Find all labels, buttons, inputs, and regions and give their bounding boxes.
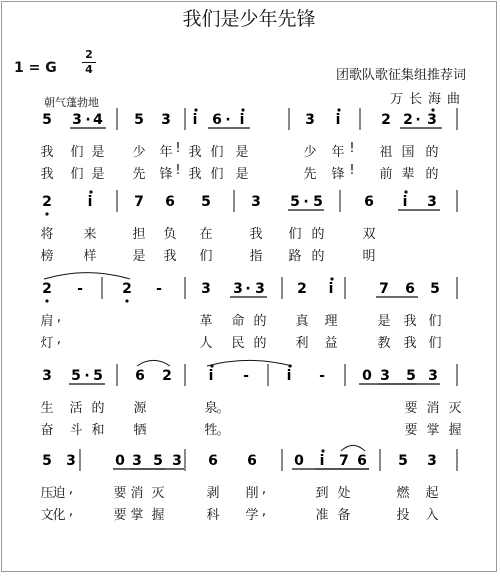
note: 2 — [42, 194, 52, 210]
note: - — [319, 368, 325, 384]
lyric-char: 灯 — [40, 336, 54, 351]
note: 6 — [405, 281, 415, 297]
lyric-char: 要 — [113, 486, 127, 501]
lyric-char: , — [68, 482, 74, 497]
lyric-char: 泉 — [204, 401, 218, 416]
note: i — [239, 112, 245, 128]
lyric-char: 来 — [83, 227, 97, 242]
octave-dot-low — [45, 299, 48, 302]
lyric-char: 是 — [235, 167, 249, 182]
lyric-char: 斗 — [69, 423, 83, 438]
lyric-char: 革 — [199, 314, 213, 329]
note: 2 — [122, 281, 132, 297]
lyric-char: 牺 — [133, 423, 147, 438]
note: · — [85, 112, 91, 128]
lyric-char: 前 — [379, 167, 393, 182]
note: · — [303, 194, 309, 210]
octave-dot-high — [194, 108, 197, 111]
lyric-char: 要 — [404, 401, 418, 416]
note: 5 — [42, 453, 52, 469]
tempo-marking: 朝气蓬勃地 — [44, 96, 99, 109]
lyric-char: 到 — [315, 486, 329, 501]
lyric-char: 明 — [362, 249, 376, 264]
lyric-char: 指 — [249, 249, 263, 264]
lyric-char: 化 — [52, 508, 66, 523]
note: 6 — [208, 453, 218, 469]
notation-line — [2, 354, 496, 394]
note: 5 — [201, 194, 211, 210]
lyric-char: 我 — [188, 167, 202, 182]
note: 6 — [135, 368, 145, 384]
lyric-char: 的 — [253, 336, 267, 351]
lyric-char: 担 — [132, 227, 146, 242]
lyric-char: 少 — [303, 145, 317, 160]
octave-dot-low — [45, 212, 48, 215]
slur — [207, 360, 292, 366]
lyric-char: 握 — [448, 423, 462, 438]
lyric-char: 民 — [231, 336, 245, 351]
lyric-char: , — [261, 482, 267, 497]
lyric-char: 灭 — [151, 486, 165, 501]
lyric-char: 我 — [403, 314, 417, 329]
note: 6 — [364, 194, 374, 210]
lyric-char: 。 — [216, 401, 230, 416]
song-title: 我们是少年先锋 — [182, 8, 316, 30]
lyric-char: ! — [175, 163, 181, 178]
lyric-char: 益 — [324, 336, 338, 351]
note: 2 — [381, 112, 391, 128]
lyric-char: 起 — [425, 486, 439, 501]
time-signature-bottom: 4 — [85, 63, 93, 76]
time-signature-top: 2 — [85, 48, 93, 61]
lyric-char: 掌 — [426, 423, 440, 438]
lyric-char: 锋 — [159, 167, 173, 182]
lyric-char: 我 — [40, 167, 54, 182]
notation-line — [2, 98, 496, 138]
lyric-char: 要 — [113, 508, 127, 523]
lyric-char: ! — [349, 163, 355, 178]
note: 7 — [339, 453, 349, 469]
note: 3 — [72, 112, 82, 128]
note: 4 — [93, 112, 103, 128]
notation-line — [2, 439, 496, 479]
lyric-char: 年 — [159, 145, 173, 160]
lyric-char: 的 — [311, 227, 325, 242]
lyric-char: 先 — [132, 167, 146, 182]
note: 2 — [403, 112, 413, 128]
note: 3 — [132, 453, 142, 469]
lyric-char: 我 — [163, 249, 177, 264]
lyric-char: 年 — [331, 145, 345, 160]
lyric-char: 剥 — [206, 486, 220, 501]
lyric-char: 路 — [288, 249, 302, 264]
note: 6 — [247, 453, 257, 469]
lyric-char: , — [56, 332, 62, 347]
lyric-char: 教 — [377, 336, 391, 351]
lyric-char: 灭 — [448, 401, 462, 416]
lyric-char: 先 — [303, 167, 317, 182]
note: 5 — [398, 453, 408, 469]
note: 6 — [357, 453, 367, 469]
note: 3 — [427, 453, 437, 469]
lyric-char: 们 — [210, 167, 224, 182]
key-signature: 1 = G — [14, 60, 57, 76]
note: i — [328, 281, 334, 297]
lyric-char: 是 — [91, 145, 105, 160]
note: 0 — [362, 368, 372, 384]
lyric-char: 入 — [425, 508, 439, 523]
lyric-char: 的 — [91, 401, 105, 416]
lyric-char: 我 — [188, 145, 202, 160]
lyric-char: 的 — [425, 145, 439, 160]
lyric-char: 肩 — [40, 314, 54, 329]
note: · — [415, 112, 421, 128]
lyric-char: 准 — [315, 508, 329, 523]
score-row — [2, 439, 496, 529]
note: 7 — [134, 194, 144, 210]
lyric-char: 是 — [132, 249, 146, 264]
note: 5 — [406, 368, 416, 384]
octave-dot-high — [431, 108, 434, 111]
note: 5 — [153, 453, 163, 469]
lyric-char: 锋 — [331, 167, 345, 182]
note: i — [208, 368, 214, 384]
note: 3 — [251, 194, 261, 210]
lyric-char: 生 — [40, 401, 54, 416]
notation-line — [2, 267, 496, 307]
octave-dot-low — [125, 299, 128, 302]
note: · — [245, 281, 251, 297]
note: 3 — [233, 281, 243, 297]
lyric-char: 投 — [396, 508, 410, 523]
note: 5 — [290, 194, 300, 210]
lyric-char: 文 — [40, 508, 54, 523]
lyric-char: 是 — [235, 145, 249, 160]
note: 3 — [427, 112, 437, 128]
lyric-char: 处 — [337, 486, 351, 501]
time-signature — [82, 49, 96, 76]
note: · — [225, 112, 231, 128]
note: 6 — [165, 194, 175, 210]
note: 5 — [430, 281, 440, 297]
lyric-char: 在 — [199, 227, 213, 242]
lyric-char: 是 — [91, 167, 105, 182]
note: 3 — [427, 194, 437, 210]
lyric-char: 牲 — [204, 423, 218, 438]
note: - — [156, 281, 162, 297]
lyric-char: 少 — [132, 145, 146, 160]
note: 5 — [93, 368, 103, 384]
note: i — [87, 194, 93, 210]
score-sheet — [1, 1, 497, 572]
lyricist-credit: 团歌队歌征集组推荐词 — [335, 68, 466, 83]
octave-dot-high — [337, 108, 340, 111]
lyric-char: 的 — [253, 314, 267, 329]
lyric-char: 活 — [69, 401, 83, 416]
note: 0 — [294, 453, 304, 469]
lyric-char: 们 — [70, 145, 84, 160]
lyric-char: 是 — [377, 314, 391, 329]
lyric-char: 我 — [403, 336, 417, 351]
slur — [44, 273, 130, 279]
score-row — [2, 98, 496, 188]
note: - — [77, 281, 83, 297]
lyric-char: 奋 — [40, 423, 54, 438]
lyric-char: , — [56, 310, 62, 325]
lyric-char: 源 — [133, 401, 147, 416]
lyric-char: 们 — [70, 167, 84, 182]
note: i — [192, 112, 198, 128]
lyric-char: 们 — [428, 314, 442, 329]
note: i — [335, 112, 341, 128]
octave-dot-high — [241, 108, 244, 111]
score-row — [2, 180, 496, 270]
lyric-char: 国 — [401, 145, 415, 160]
lyric-char: 真 — [295, 314, 309, 329]
note: i — [402, 194, 408, 210]
lyric-char: 和 — [91, 423, 105, 438]
lyric-char: , — [68, 504, 74, 519]
slur — [137, 360, 170, 366]
lyric-char: 将 — [40, 227, 54, 242]
note: 3 — [66, 453, 76, 469]
note: i — [319, 453, 325, 469]
score-row — [2, 267, 496, 357]
lyric-char: 燃 — [396, 486, 410, 501]
octave-dot-high — [89, 190, 92, 193]
lyric-char: 。 — [216, 423, 230, 438]
note: i — [286, 368, 292, 384]
lyric-char: 的 — [425, 167, 439, 182]
lyric-char: 负 — [163, 227, 177, 242]
lyric-char: 人 — [199, 336, 213, 351]
note: 2 — [297, 281, 307, 297]
note: 3 — [380, 368, 390, 384]
note: - — [243, 368, 249, 384]
octave-dot-high — [404, 190, 407, 193]
lyric-char: 们 — [428, 336, 442, 351]
note: 6 — [212, 112, 222, 128]
note: 5 — [313, 194, 323, 210]
lyric-char: 压 — [40, 486, 54, 501]
note: 3 — [201, 281, 211, 297]
lyric-char: 握 — [151, 508, 165, 523]
lyric-char: 掌 — [130, 508, 144, 523]
lyric-char: 备 — [337, 508, 351, 523]
lyric-char: 榜 — [40, 249, 54, 264]
octave-dot-high — [330, 277, 333, 280]
lyric-char: 科 — [206, 508, 220, 523]
lyric-char: 消 — [130, 486, 144, 501]
note: 7 — [379, 281, 389, 297]
note: 2 — [162, 368, 172, 384]
lyric-char: 要 — [404, 423, 418, 438]
note: 3 — [428, 368, 438, 384]
lyric-char: 消 — [426, 401, 440, 416]
note: 3 — [305, 112, 315, 128]
note: 5 — [42, 112, 52, 128]
note: 3 — [161, 112, 171, 128]
note: 5 — [71, 368, 81, 384]
lyric-char: ! — [349, 141, 355, 156]
slur — [341, 445, 365, 451]
lyric-char: 我 — [249, 227, 263, 242]
note: 3 — [172, 453, 182, 469]
lyric-char: , — [261, 504, 267, 519]
note: 0 — [115, 453, 125, 469]
lyric-char: 们 — [210, 145, 224, 160]
lyric-char: 们 — [288, 227, 302, 242]
lyric-char: 辈 — [401, 167, 415, 182]
composer-credit: 万长海曲 — [389, 92, 466, 107]
lyric-char: 命 — [231, 314, 245, 329]
lyric-char: 们 — [199, 249, 213, 264]
note: · — [84, 368, 90, 384]
lyric-char: 我 — [40, 145, 54, 160]
lyric-char: ! — [175, 141, 181, 156]
octave-dot-high — [321, 449, 324, 452]
lyric-char: 样 — [83, 249, 97, 264]
lyric-char: 理 — [324, 314, 338, 329]
note: 3 — [42, 368, 52, 384]
lyric-char: 双 — [362, 227, 376, 242]
note: 2 — [42, 281, 52, 297]
lyric-char: 利 — [295, 336, 309, 351]
lyric-char: 的 — [311, 249, 325, 264]
notation-line — [2, 180, 496, 220]
note: 5 — [134, 112, 144, 128]
score-row — [2, 354, 496, 444]
lyric-char: 学 — [245, 508, 259, 523]
lyric-char: 祖 — [379, 145, 393, 160]
lyric-char: 削 — [245, 486, 259, 501]
lyric-char: 迫 — [52, 486, 66, 501]
note: 3 — [255, 281, 265, 297]
